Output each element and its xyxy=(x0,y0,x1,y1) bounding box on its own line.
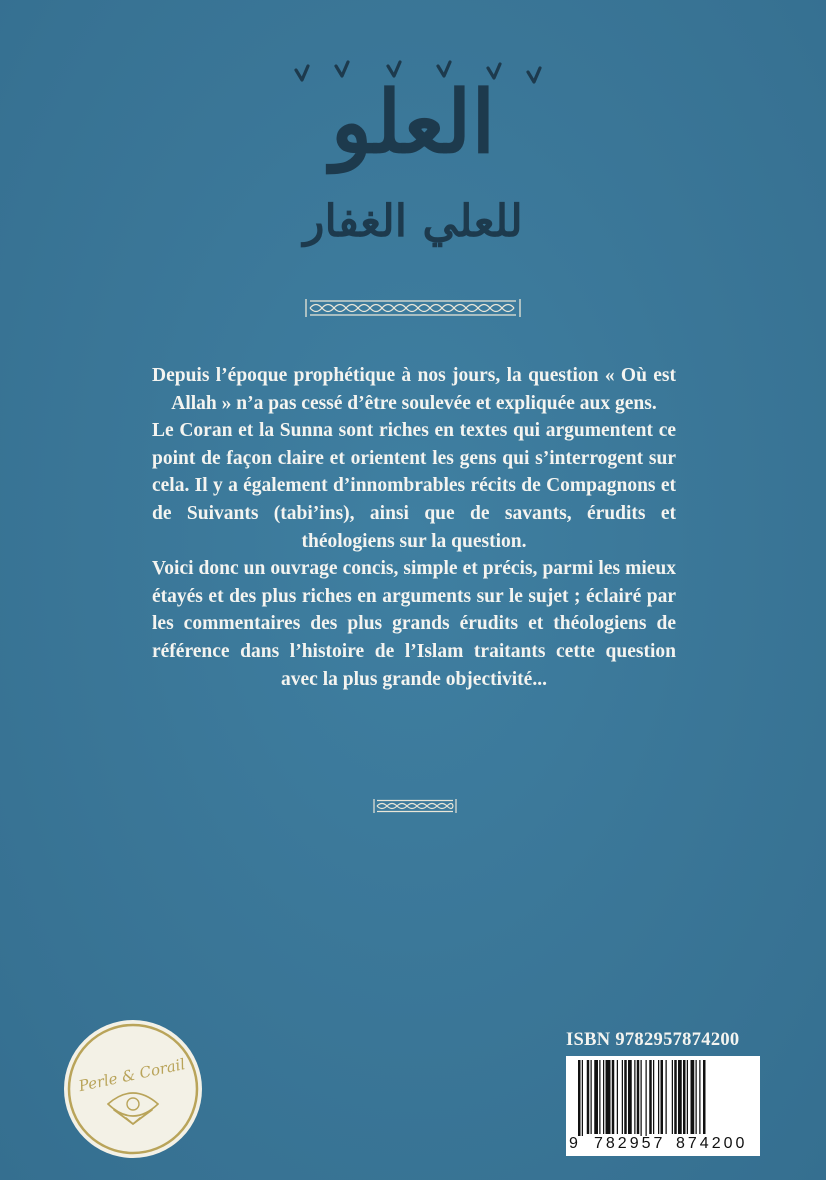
barcode-bar xyxy=(661,1060,664,1134)
barcode-bar xyxy=(591,1060,592,1134)
description-paragraph-1: Depuis l’époque prophétique à nos jours, la question « Où est Allah » n’a pas cessé d’être soulevée et expliquée aux gens. xyxy=(152,365,676,414)
barcode-bar xyxy=(578,1060,581,1136)
barcode-bar xyxy=(646,1060,647,1136)
arabic-title-main: العلو xyxy=(330,72,496,173)
isbn-label: ISBN 9782957874200 xyxy=(566,1030,740,1050)
arabic-title-sub: للعلي الغفار xyxy=(303,196,523,247)
barcode-bar xyxy=(674,1060,677,1134)
barcode-bar xyxy=(606,1060,611,1134)
barcode-bar xyxy=(666,1060,667,1134)
barcode-bar xyxy=(634,1060,635,1134)
description-paragraph-2: Le Coran et la Sunna sont riches en textes qui argumentent ce point de façon claire et orientent les gens qui s’interrogent sur cela. Il y a également d’innombrables récits de Compagnons et de Suivants (tabi’ins), ainsi que de savants, érudits et théologiens sur la question. xyxy=(152,420,676,552)
barcode-bar xyxy=(617,1060,618,1134)
barcode-digits-left: 782957 xyxy=(594,1135,666,1152)
barcode-bar xyxy=(603,1060,604,1134)
barcode-bars xyxy=(566,1056,760,1136)
barcode-bar xyxy=(637,1060,640,1134)
knot-ornament-icon xyxy=(372,797,458,815)
barcode-bar xyxy=(628,1060,632,1134)
barcode-digits-right: 874200 xyxy=(676,1135,748,1152)
publisher-logo-text: Perle & Corail xyxy=(77,1055,187,1096)
barcode-bar xyxy=(599,1060,600,1134)
barcode-bar xyxy=(658,1060,659,1134)
barcode-bar xyxy=(587,1060,590,1134)
barcode-digits xyxy=(566,1135,760,1155)
barcode-bar xyxy=(622,1060,623,1134)
pearl-shell-logo-icon xyxy=(62,1018,204,1160)
description-paragraph-3: Voici donc un ouvrage concis, simple et précis, parmi les mieux étayés et des plus riches en arguments sur le sujet ; éclairé par les commentaires des plus grands érudits et théologiens de référence dans l’histoire de l’Islam traitants cette question avec la plus grande objectivité... xyxy=(152,558,676,690)
barcode-bar xyxy=(582,1060,583,1136)
barcode-bar xyxy=(649,1060,652,1134)
barcode-bar xyxy=(624,1060,627,1134)
barcode-bar xyxy=(641,1060,642,1136)
barcode-bar xyxy=(612,1060,615,1134)
knot-ornament-icon xyxy=(304,297,522,319)
barcode-bar xyxy=(672,1060,673,1134)
isbn-barcode xyxy=(566,1056,760,1156)
title-block xyxy=(213,50,613,250)
barcode-bar xyxy=(653,1060,654,1134)
barcode-bar xyxy=(703,1060,706,1134)
barcode-digit-first: 9 xyxy=(569,1135,578,1152)
barcode-bar xyxy=(594,1060,598,1134)
barcode-bar xyxy=(683,1060,686,1134)
barcode-bar xyxy=(687,1060,688,1134)
back-cover-description xyxy=(152,362,676,693)
barcode-bar xyxy=(691,1060,695,1134)
barcode-bar xyxy=(696,1060,697,1134)
barcode-bar xyxy=(699,1060,700,1134)
barcode-bar xyxy=(678,1060,682,1134)
